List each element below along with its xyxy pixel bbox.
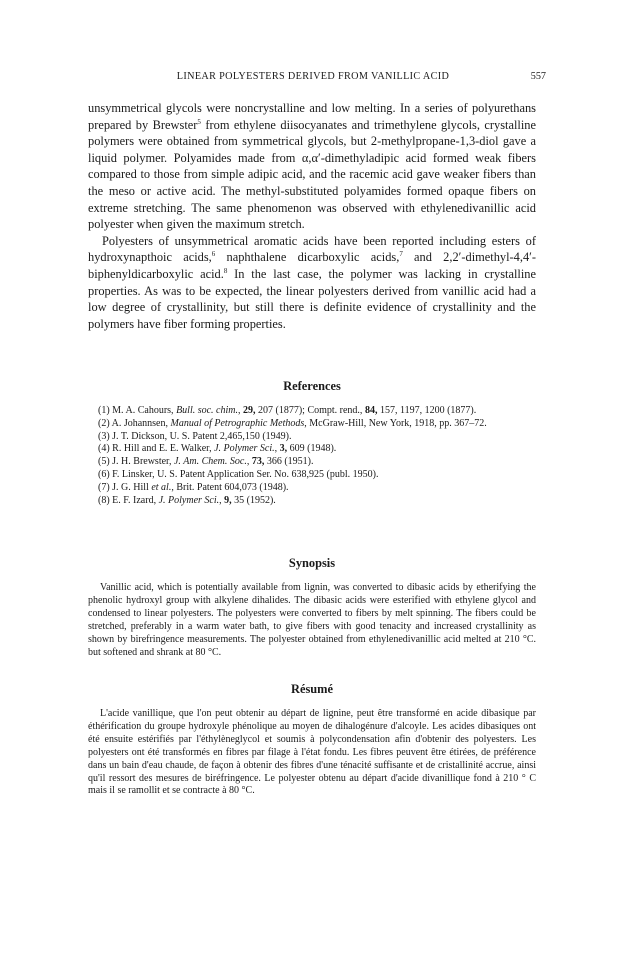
page-number: 557 xyxy=(530,71,546,82)
resume-block xyxy=(88,708,536,798)
references-heading: References xyxy=(283,379,341,393)
p2-text-a: Polyesters of unsymmetrical aromatic acids have been reported including esters of hydroxynapthoic acids, xyxy=(88,233,536,265)
resume-text: L'acide vanillique, que l'on peut obtenir au départ de lignine, peut être transformé en acide dibasique par éthérification du groupe hydroxyle phénolique au moyen de dihalogénure d'alcoyle. Les acides dibasiques ont été ensuite estérifiés par l'éthylèneglycol et soumis à polycondensation afin d'obtenir des polyesters. Les polyesters ont été transformés en fibres par filage à l'état fondu. Les fibres peuvent être étirées, de préférence dans un bain d'eau chaude, de façon à obtenir des fibres d'une ténacité suffisante et de cristallinité accrue, ainsi qu'il ressort des mesures de biréfringence. Le polyester obtenu au départ d'acide divanillique fond à 210 ° C mais il se ramollit et se contracte à 80 °C. xyxy=(88,708,536,797)
running-head-title: LINEAR POLYESTERS DERIVED FROM VANILLIC ACID xyxy=(176,71,450,82)
reference-3: (3) J. T. Dickson, U. S. Patent 2,465,150 (1949). xyxy=(98,430,292,442)
body-text xyxy=(88,100,536,332)
paragraph-2 xyxy=(88,233,536,333)
p2-text-c: and 2,2′-dimethyl-4,4′-biphenyldicarboxylic acid. xyxy=(88,250,536,281)
paragraph-1 xyxy=(88,100,536,233)
reference-5: (5) J. H. Brewster, J. Am. Chem. Soc., 73, 366 (1951). xyxy=(98,456,314,468)
citation-6: 6 xyxy=(211,250,216,259)
citation-5: 5 xyxy=(197,117,201,126)
reference-2: (2) A. Johannsen, Manual of Petrographic Methods, McGraw-Hill, New York, 1918, pp. 367–72. xyxy=(98,417,487,429)
synopsis-heading: Synopsis xyxy=(288,556,336,570)
citation-8: 8 xyxy=(223,266,228,275)
p2-text-b: naphthalene dicarboxylic acids, xyxy=(215,250,400,265)
p2-text-d: In the last case, the polymer was lacking in crystalline properties. As was to be expected, the linear polyesters derived from vanillic acid had a low degree of crystallinity, but still there is definite evidence of crystallinity and the polymers have fiber forming properties. xyxy=(88,266,536,331)
p1-text-a: unsymmetrical glycols were noncrystalline and low melting. In a series of polyurethans prepared by Brewster xyxy=(88,101,536,132)
reference-7: (7) J. G. Hill et al., Brit. Patent 604,073 (1948). xyxy=(98,481,289,493)
running-head xyxy=(90,71,546,82)
reference-6: (6) F. Linsker, U. S. Patent Application Ser. No. 638,925 (publ. 1950). xyxy=(98,468,379,480)
reference-8: (8) E. F. Izard, J. Polymer Sci., 9, 35 (1952). xyxy=(98,494,276,506)
synopsis-block xyxy=(88,582,536,659)
p1-text-b: from ethylene diisocyanates and trimethylene glycols, crystalline polymers were obtained from symmetrical glycols, but 2-methylpropane-1,3-diol gave a liquid polymer. Polyamides made from α,α′-dimethyladipic acid formed weak fibers compared to those from simple adipic acid, and the racemic acid gave weaker fibers than the meso or active acid. The methyl-substituted polyamides formed opaque fibers on extreme stretching. The same phenomenon was observed with ethylenedivanillic acid polyester when given the maximum stretch. xyxy=(88,117,537,232)
citation-7: 7 xyxy=(399,250,403,259)
reference-4: (4) R. Hill and E. E. Walker, J. Polymer Sci., 3, 609 (1948). xyxy=(98,443,337,455)
resume-heading: Résumé xyxy=(291,682,333,696)
references-list xyxy=(88,405,536,507)
reference-1: (1) M. A. Cahours, Bull. soc. chim., 29, 207 (1877); Compt. rend., 84, 157, 1197, 1200 (1877). xyxy=(98,405,477,416)
synopsis-text: Vanillic acid, which is potentially available from lignin, was converted to dibasic acids by etherifying the phenolic hydroxyl group with alkylene dihalides. The dibasic acids were esterified with ethylene glycol and condensed to linear polyesters. The polyesters were converted to fibers by melt spinning. The fibers could be stretched, preferably in a warm water bath, to give fibers with good tenacity and increased crystallinity as shown by birefringence measurements. The polyester obtained from ethylenedivanillic acid melted at 210 °C. but softened and shrank at 80 °C. xyxy=(88,582,536,658)
